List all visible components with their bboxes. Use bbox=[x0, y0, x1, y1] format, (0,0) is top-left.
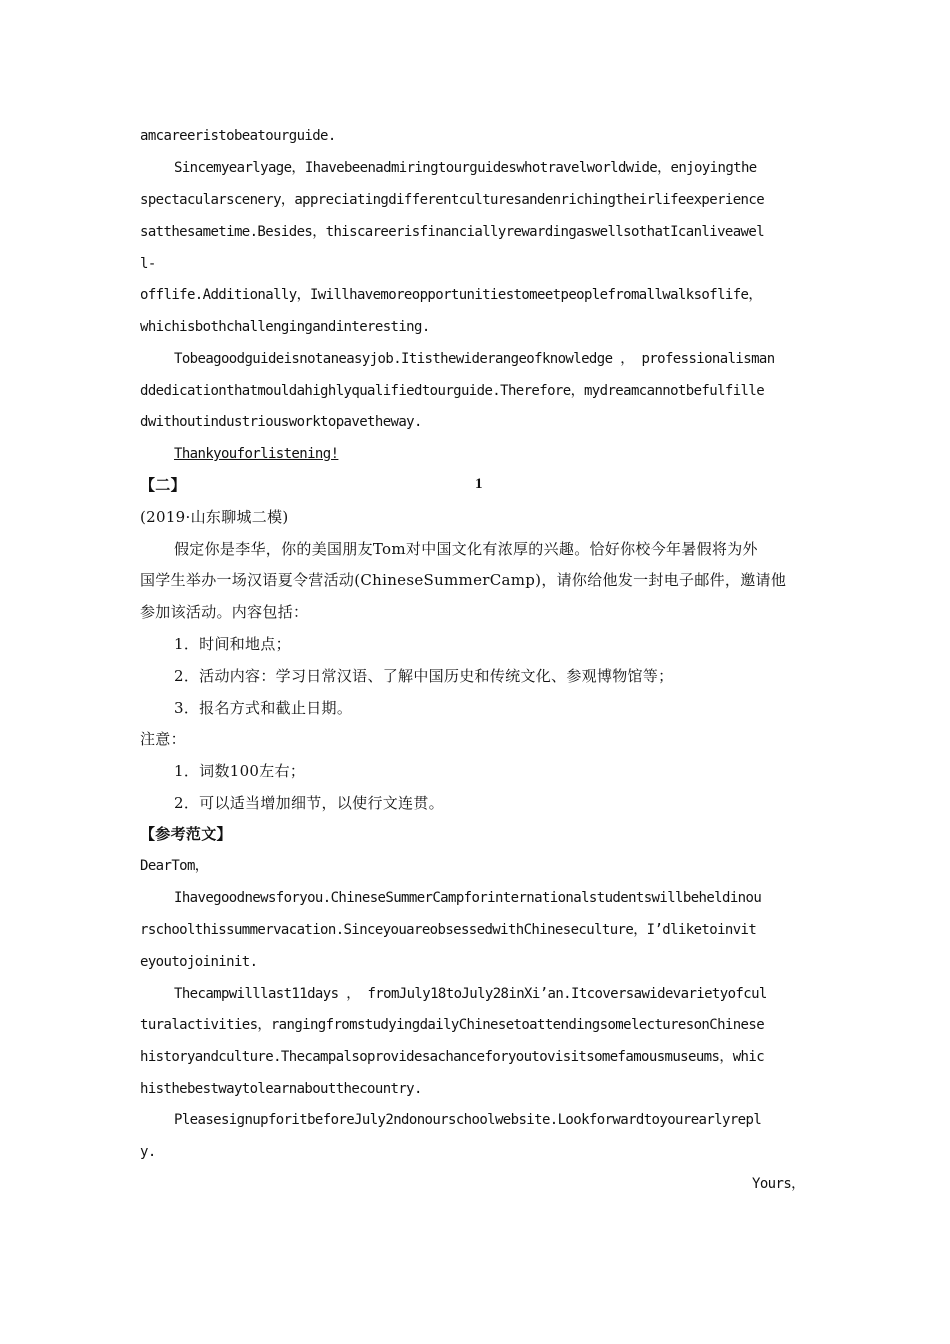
source-citation: (2019·山东聊城二模) bbox=[140, 508, 289, 526]
note-item: 2．可以适当增加细节，以使行文连贯。 bbox=[174, 794, 444, 812]
essay-line: dwithoutindustriousworktopavetheway. bbox=[140, 414, 422, 430]
section-label: 【二】 bbox=[140, 476, 186, 494]
essay-line: l- bbox=[140, 256, 156, 272]
letter-greeting: DearTom， bbox=[140, 858, 209, 874]
letter-line: y. bbox=[140, 1144, 156, 1160]
requirement-item: 1．时间和地点； bbox=[174, 635, 291, 653]
letter-line: Thecampwilllast11days ， fromJuly18toJuly28inXi’an.Itcoversawidevarietyofcul bbox=[174, 986, 767, 1002]
sample-label: 【参考范文】 bbox=[140, 825, 232, 843]
essay-line: ddedicationthatmouldahighlyqualifiedtourguide.Therefore，mydreamcannotbefulfille bbox=[140, 383, 765, 399]
letter-line: eyoutojoininit. bbox=[140, 954, 258, 970]
prompt-line: 假定你是李华，你的美国朋友Tom对中国文化有浓厚的兴趣。恰好你校今年暑假将为外 bbox=[174, 540, 758, 558]
essay-line: Sincemyearlyage，Ihavebeenadmiringtourguideswhotravelworldwide，enjoyingthe bbox=[174, 160, 757, 176]
essay-line: offlife.Additionally，Iwillhavemoreopportunitiestomeetpeoplefromallwalksoflife， bbox=[140, 287, 762, 303]
note-item: 1．词数100左右； bbox=[174, 762, 306, 780]
section-number: 1 bbox=[475, 476, 483, 492]
letter-signoff: Yours， bbox=[752, 1176, 805, 1192]
essay-closing: Thankyouforlistening! bbox=[174, 446, 339, 462]
letter-line: histhebestwaytolearnaboutthecountry. bbox=[140, 1081, 422, 1097]
essay-line: whichisbothchallengingandinteresting. bbox=[140, 319, 430, 335]
letter-line: turalactivities，rangingfromstudyingdailyChinesetoattendingsomelecturesonChinese bbox=[140, 1017, 765, 1033]
prompt-line: 国学生举办一场汉语夏令营活动(ChineseSummerCamp)，请你给他发一封电子邮件，邀请他 bbox=[140, 571, 787, 589]
requirement-item: 2．活动内容：学习日常汉语、了解中国历史和传统文化、参观博物馆等； bbox=[174, 667, 674, 685]
essay-line: Tobeagoodguideisnotaneasyjob.Itisthewiderangeofknowledge ， professionalisman bbox=[174, 351, 775, 367]
letter-line: PleasesignupforitbeforeJuly2ndonourschoolwebsite.Lookforwardtoyourearlyrepl bbox=[174, 1112, 762, 1128]
requirement-item: 3．报名方式和截止日期。 bbox=[174, 699, 353, 717]
notes-label: 注意： bbox=[140, 730, 186, 748]
essay-line: satthesametime.Besides，thiscareerisfinanciallyrewardingaswellsothatIcanliveawel bbox=[140, 224, 765, 240]
essay-line: spectacularscenery，appreciatingdifferentculturesandenrichingtheirlifeexperience bbox=[140, 192, 765, 208]
letter-line: Ihavegoodnewsforyou.ChineseSummerCampforinternationalstudentswillbeheldinou bbox=[174, 890, 762, 906]
prompt-line: 参加该活动。内容包括： bbox=[140, 603, 309, 621]
letter-line: historyandculture.Thecampalsoprovidesachanceforyoutovisitsomefamousmuseums，whic bbox=[140, 1049, 765, 1065]
letter-line: rschoolthissummervacation.SinceyouareobsessedwithChineseculture，I’dliketoinvit bbox=[140, 922, 757, 938]
essay-line: amcareeristobeatourguide. bbox=[140, 128, 336, 144]
